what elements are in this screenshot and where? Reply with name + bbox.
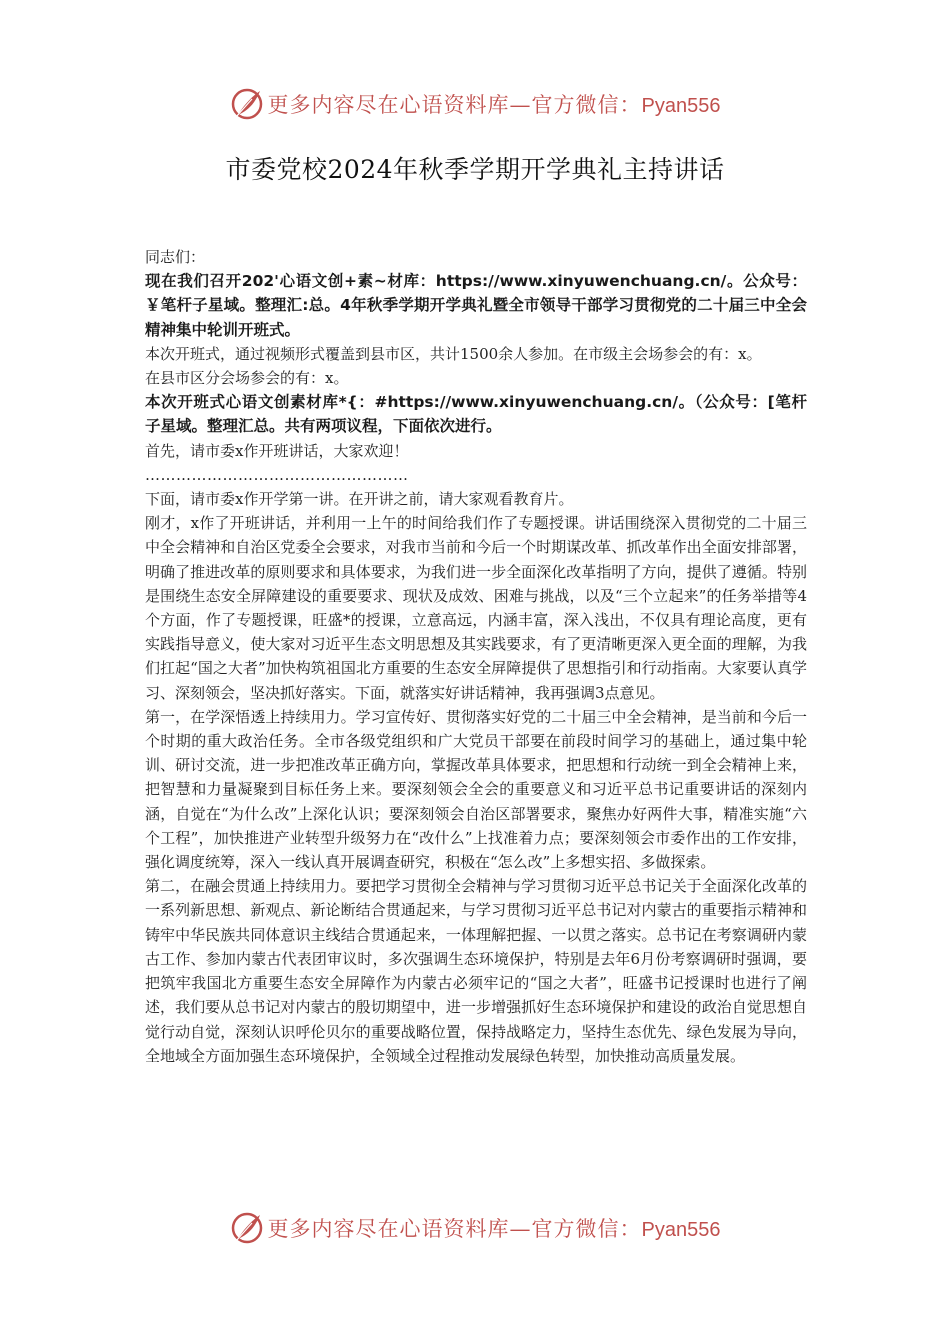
wechat-id: Pyan556 xyxy=(641,1219,721,1241)
paragraph-opening: 现在我们召开202'心语文创+素~材库：https://www.xinyuwenchuang.cn/。公众号：￥笔杆子星域。整理汇:总。4年秋季学期开学典礼暨全市领导干部学习贯彻党的二十届三中全会精神集中轮训开班式。 xyxy=(145,272,807,339)
salutation: 同志们： xyxy=(145,248,206,266)
paragraph-separator: …………………………………………… xyxy=(145,465,409,484)
paragraph-summary: 刚才，x作了开班讲话，并利用一上午的时间给我们作了专题授课。讲话围绕深入贯彻党的二十届三中全会精神和自治区党委全会要求，对我市当前和今后一个时期谋改革、抓改革作出全面安排部署，明确了推进改革的原则要求和具体要求，为我们进一步全面深化改革指明了方向，提供了遵循。特别是围绕生态安全屏障建设的重要要求、现状及成效、困难与挑战，以及“三个立起来”的任务举措等4个方面，作了专题授课，旺盛*的授课，立意高远，内涵丰富，深入浅出，不仅具有理论高度，更有实践指导意义，使大家对习近平生态文明思想及其实践要求，有了更清晰更深入更全面的理解，为我们扛起“国之大者”加快构筑祖国北方重要的生态安全屏障提供了思想指引和行动指南。大家要认真学习、深刻领会，坚决抓好落实。下面，就落实好讲话精神，我再强调3点意见。 xyxy=(145,514,807,702)
paragraph-point-two: 第二，在融会贯通上持续用力。要把学习贯彻全会精神与学习贯彻习近平总书记关于全面深化改革的一系列新思想、新观点、新论断结合贯通起来，与学习贯彻习近平总书记对内蒙古的重要指示精神和铸牢中华民族共同体意识主线结合贯通起来，一体理解把握、一以贯之落实。总书记在考察调研内蒙古工作、参加内蒙古代表团审议时，多次强调生态环境保护，特别是去年6月份考察调研时强调，要把筑牢我国北方重要生态安全屏障作为内蒙古必须牢记的“国之大者”，旺盛书记授课时也进行了阐述，我们要从总书记对内蒙古的殷切期望中，进一步增强抓好生态环境保护和建设的政治自觉思想自觉行动自觉，深刻认识呼伦贝尔的重要战略位置，保持战略定力，坚持生态优先、绿色发展为导向，全地域全方面加强生态环境保护，全领域全过程推动发展绿色转型，加快推动高质量发展。 xyxy=(145,877,807,1065)
banner-text: 更多内容尽在心语资料库—官方微信：Pyan556 xyxy=(267,93,721,117)
footer-banner xyxy=(0,1206,950,1250)
feather-pen-logo-icon xyxy=(230,1211,264,1245)
paragraph-attendance: 本次开班式，通过视频形式覆盖到县市区，共计1500余人参加。在市级主会场参会的有：x。 xyxy=(145,344,762,363)
feather-pen-logo-icon xyxy=(230,87,264,121)
wechat-id: Pyan556 xyxy=(641,95,721,117)
paragraph-second-item: 下面，请市委x作开学第一讲。在开讲之前，请大家观看教育片。 xyxy=(145,490,574,509)
document-body xyxy=(145,245,807,1068)
paragraph-agenda: 本次开班式心语文创素材库*{：#https://www.xinyuwenchuang.cn/。（公众号：[笔杆子星域。整理汇总。共有两项议程，下面依次进行。 xyxy=(145,393,807,436)
paragraph-first-item: 首先，请市委x作开班讲话，大家欢迎！ xyxy=(145,441,409,460)
paragraph-county-venue: 在县市区分会场参会的有：x。 xyxy=(145,369,349,388)
paragraph-point-one: 第一，在学深悟透上持续用力。学习宣传好、贯彻落实好党的二十届三中全会精神，是当前和今后一个时期的重大政治任务。全市各级党组织和广大党员干部要在前段时间学习的基础上，通过集中轮训、研讨交流，进一步把准改革正确方向，掌握改革具体要求，把思想和行动统一到全会精神上来，把智慧和力量凝聚到目标任务上来。要深刻领会全会的重要意义和习近平总书记重要讲话的深刻内涵，自觉在“为什么改”上深化认识；要深刻领会自治区部署要求，聚焦办好两件大事，精准实施“六个工程”，加快推进产业转型升级努力在“改什么”上找准着力点；要深刻领会市委作出的工作安排，强化调度统筹，深入一线认真开展调查研究，积极在“怎么改”上多想实招、多做探索。 xyxy=(145,707,807,872)
header-banner xyxy=(0,82,950,126)
banner-text: 更多内容尽在心语资料库—官方微信：Pyan556 xyxy=(267,1217,721,1241)
document-title: 市委党校2024年秋季学期开学典礼主持讲话 xyxy=(225,155,725,184)
